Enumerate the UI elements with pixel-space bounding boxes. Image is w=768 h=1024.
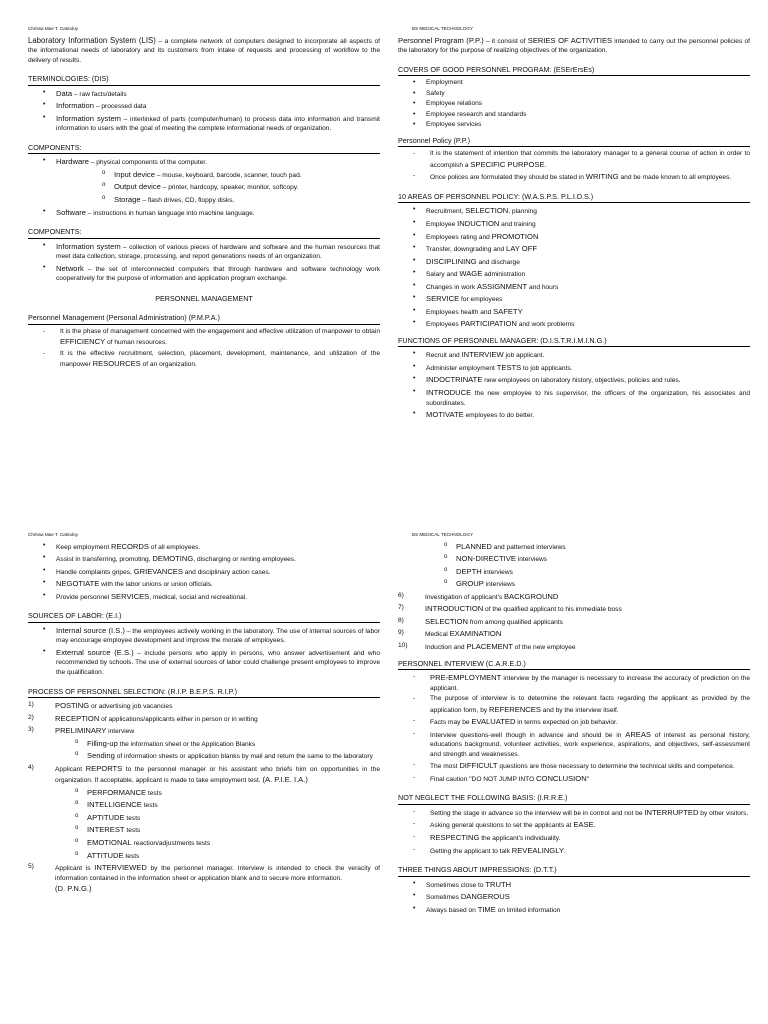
personnel-interview-heading: PERSONNEL INTERVIEW (C.A.R.E.D.)	[398, 659, 750, 670]
list-item: • SERVICE for employees	[398, 293, 750, 305]
list-item: 7) INTRODUCTION of the qualified applicant to his immediate boss	[398, 604, 622, 614]
page-top-left	[28, 26, 380, 371]
list-item: • Transfer, downgrading and LAY OFF	[398, 243, 750, 255]
list-item: • Employees rating and PROMOTION	[398, 231, 750, 243]
list-item: o ATTITUDE tests	[55, 850, 380, 862]
list-item: o Storage – flash drives, CD, floppy disks.	[56, 194, 380, 206]
areas-heading: 10 AREAS OF PERSONNEL POLICY: (W.A.S.P.S. P.L.I.D.S.)	[398, 192, 750, 203]
covers-list	[398, 78, 750, 130]
list-item: • Software – instructions in human language into machine language.	[28, 207, 380, 219]
list-item: - It is the phase of management concerned with the engagement and effective utilization of manpower to obtain EFFICIENCY of human resources.	[28, 327, 380, 348]
list-item: • Employment	[398, 78, 750, 88]
list-item: • Handle complaints gripes, GRIEVANCES and disciplinary action cases.	[28, 566, 380, 578]
functions-continued-list	[28, 541, 380, 603]
list-item: o EMOTIONAL reaction/adjustments tests	[55, 837, 380, 849]
sources-list	[28, 625, 380, 678]
list-item: • Information – processed data	[28, 100, 380, 112]
preliminary-sublist	[55, 738, 380, 762]
course-name: BS MEDICAL TECHNOLOGY	[412, 532, 474, 537]
list-item: o Input device – mouse, keyboard, barcode, scanner, touch pad.	[56, 169, 380, 181]
page-top-right	[398, 26, 750, 422]
list-item: • Recruit and INTERVIEW job applicant.	[398, 349, 750, 361]
list-item: - Setting the stage in advance so the interview will be in control and not be INTERRUPTED by other visitors.	[398, 807, 750, 819]
policy-list	[398, 149, 750, 183]
list-item: • Salary and WAGE administration	[398, 268, 750, 280]
list-item: o INTELLIGENCE tests	[55, 799, 380, 811]
selection-steps-continued	[398, 591, 750, 653]
list-item: • External source (E.S.) – include persons who apply in persons, who answer advertisement and who recommended by schools. The use of external sources of labor could challenge present employees to improve the qualification.	[28, 647, 380, 678]
terminologies-list	[28, 88, 380, 134]
list-item: • Employee relations	[398, 99, 750, 109]
policy-heading: Personnel Policy (P.P.)	[398, 136, 750, 147]
components2-heading: COMPONENTS:	[28, 227, 380, 238]
list-item: • Always based on TIME on limited information	[398, 904, 750, 916]
list-item: • Provide personnel SERVICES, medical, social and recreational.	[28, 591, 380, 603]
selection-heading: PROCESS OF PERSONNEL SELECTION: (R.I.P. B.E.P.S. R.I.P.)	[28, 687, 380, 698]
irre-list	[398, 807, 750, 856]
irre-heading: NOT NEGLECT THE FOLLOWING BASIS: (I.R.R.E.)	[398, 793, 750, 804]
interview-types-list	[398, 541, 750, 590]
list-item: • Employee services	[398, 120, 750, 130]
list-item: - It is the effective recruitment, selection, placement, development, maintenance, and utilization of the manpower RESOURCES of an organization.	[28, 349, 380, 370]
list-item: - RESPECTING the applicant's individuality.	[398, 832, 750, 844]
list-item: o Output device – printer, hardcopy, speaker, monitor, softcopy.	[56, 181, 380, 193]
list-item: 3) PRELIMINARY interview o Filling-up the information sheet or the Application Blanks o Sending of information sheets or application blanks by mail and return the same to the laboratory	[28, 725, 380, 762]
author-name: Chrissa Mae T. Catindoy	[28, 532, 78, 537]
list-item: 5) Applicant is INTERVIEWED by the personnel manager. Interview is intended to check the veracity of information contained in the information sheet or application blank and to secure more information. (D. P.N.G.)	[28, 863, 380, 894]
list-item: • Sometimes close to TRUTH	[398, 879, 750, 891]
list-item: • Administer employment TESTS to job applicants.	[398, 362, 750, 374]
list-item: • Recruitment, SELECTION, planning	[398, 205, 750, 217]
list-item: • Information system – collection of various pieces of hardware and software and the human resources that meet data collection, storage, processing, and report generations needs of an organization.	[28, 241, 380, 262]
list-item: - Once polices are formulated they should be stated in WRITING and be made known to all employees.	[398, 171, 750, 183]
tests-sublist	[55, 787, 380, 861]
list-item: o PERFORMANCE tests	[55, 787, 380, 799]
list-item: • Internal source (I.S.) – the employees actively working in the laboratory. The use of internal sources of labor may encourage employee development and improve the morale of employees.	[28, 625, 380, 646]
list-item: • MOTIVATE employees to do better.	[398, 409, 750, 421]
list-item: - Final caution "DO NOT JUMP INTO CONCLUSION"	[398, 773, 750, 785]
components-list	[28, 156, 380, 218]
list-item: 1) POSTING or advertising job vacancies	[28, 701, 173, 710]
list-item: • Keep employment RECORDS of all employees.	[28, 541, 380, 553]
list-item: o Sending of information sheets or application blanks by mail and return the same to the laboratory	[55, 750, 380, 762]
list-item: • Data – raw facts/details	[28, 88, 380, 100]
course-name: BS MEDICAL TECHNOLOGY	[412, 26, 474, 31]
pmpa-list	[28, 327, 380, 370]
list-item: • Employee INDUCTION and training	[398, 218, 750, 230]
list-item: • Information system – interlinked of parts (computer/human) to process data into information and transmit information to users with the goal of meeting the complete informational needs of organization.	[28, 113, 380, 134]
list-item: o APTITUDE tests	[55, 812, 380, 824]
list-item: • Assist in transferring, promoting, DEMOTING, discharging or renting employees.	[28, 553, 380, 565]
list-item: - Facts may be EVALUATED in terms expected on job behavior.	[398, 716, 750, 728]
list-item: 10) Induction and PLACEMENT of the new employee	[398, 642, 576, 652]
sources-heading: SOURCES OF LABOR: (E.I.)	[28, 611, 380, 622]
list-item: o INTEREST tests	[55, 824, 380, 836]
list-item: 9) Medical EXAMINATION	[398, 629, 502, 639]
list-item: • Sometimes DANGEROUS	[398, 891, 750, 903]
author-name: Chrissa Mae T. Catindoy	[28, 26, 78, 31]
functions-heading: FUNCTIONS OF PERSONNEL MANAGER: (D.I.S.T.R.I.M.I.N.G.)	[398, 336, 750, 347]
list-item: o GROUP interviews	[398, 578, 750, 590]
list-item: • Changes in work ASSIGNMENT and hours	[398, 281, 750, 293]
list-item: • DISCIPLINING and discharge	[398, 256, 750, 268]
dtt-heading: THREE THINGS ABOUT IMPRESSIONS: (D.T.T.)	[398, 865, 750, 876]
lis-definition: Laboratory Information System (LIS) – a complete network of computers designed to incorporate all aspects of the informational needs of laboratory and its customers from intake of requests and processing of workflow to the delivery of results.	[28, 35, 381, 64]
components2-list	[28, 241, 380, 284]
list-item: - PRE-EMPLOYMENT interview by the manager is necessary to increase the accuracy of prediction on the applicant.	[398, 672, 750, 693]
list-item: • INDOCTRINATE new employees on laboratory history, objectives, policies and rules.	[398, 374, 750, 386]
dtt-list	[398, 879, 750, 916]
list-item: • Hardware – physical components of the computer. o Input device – mouse, keyboard, barcode, scanner, touch pad. o Output device – printer, hardcopy, speaker, monitor, softcopy. o Storage – flash drives, CD, floppy disks.	[28, 156, 380, 205]
list-item: • Employee research and standards	[398, 110, 750, 120]
list-item: - It is the statement of intention that commits the laboratory manager to a general course of action in order to accomplish a SPECIFIC PURPOSE.	[398, 149, 750, 170]
list-item: • INTRODUCE the new employee to his supervisor, the officers of the organization, his associates and subordinates.	[398, 387, 750, 408]
components-heading: COMPONENTS:	[28, 143, 380, 154]
list-item: 4) Applicant REPORTS to the personnel manager or his assistant who briefs him on opportunities in the organization. If acceptable, applicant is made to take employment test. (A. P.I.E. I.A.) o PERFORMANCE tests o INTELLIGENCE tests o APTITUDE tests o INTEREST tests o EMOTIONAL reaction/adjustments tests o ATTITUDE tests	[28, 763, 380, 861]
list-item: o PLANNED and patterned interviews	[398, 541, 750, 553]
list-item: 6) Investigation of applicant's BACKGROUND	[398, 591, 559, 601]
page-bottom-left	[28, 532, 380, 896]
pmpa-heading: Personnel Management (Personal Administration) (P.M.P.A.)	[28, 313, 380, 324]
list-item: • Employees PARTICIPATION and work problems	[398, 318, 750, 330]
list-item: - The most DIFFICULT questions are those necessary to determine the technical skills and competence.	[398, 760, 750, 772]
list-item: o DEPTH interviews	[398, 566, 750, 578]
list-item: 2) RECEPTION of applications/applicants either in person or in writing	[28, 713, 258, 723]
personnel-program-definition: Personnel Program (P.P.) – it consist of SERIES OF ACTIVITIES intended to carry out the personnel policies of the laboratory for the purpose of realizing objectives of the organization.	[398, 35, 750, 55]
selection-steps	[28, 700, 380, 895]
list-item: - Getting the applicant to talk REVEALINGLY.	[398, 845, 750, 857]
page-bottom-right	[398, 532, 750, 916]
personnel-management-title: PERSONNEL MANAGEMENT	[155, 293, 253, 303]
functions-list	[398, 349, 750, 420]
areas-list	[398, 205, 750, 329]
covers-heading: COVERS OF GOOD PERSONNEL PROGRAM: (ESErErsEs)	[398, 65, 750, 76]
list-item: - The purpose of interview is to determine the relevant facts regarding the applicant as provided by the application form, by REFERENCES and by the interview itself.	[398, 694, 750, 715]
hardware-sublist	[56, 169, 380, 206]
list-item: 8) SELECTION from among qualified applicants	[398, 616, 563, 626]
list-item: o Filling-up the information sheet or the Application Blanks	[55, 738, 380, 750]
terminologies-heading: TERMINOLOGIES: (DIS)	[28, 74, 380, 85]
list-item: • Safety	[398, 89, 750, 99]
list-item: o NON-DIRECTIVE interviews	[398, 553, 750, 565]
list-item: • NEGOTIATE with the labor unions or union officials.	[28, 578, 380, 590]
list-item: - Interview questions-well though in advance and should be in AREAS of interest as personal history, educations background, volunteer activities, work experience, aspirations, and objectives, self-assessment and strength and weaknesses.	[398, 729, 750, 760]
personnel-interview-list	[398, 672, 750, 784]
list-item: - Asking general questions to set the applicants at EASE.	[398, 819, 750, 831]
list-item: • Network – the set of interconnected computers that through hardware and software technology work cooperatively for the purpose of information and application program exchange.	[28, 263, 380, 284]
list-item: • Employees health and SAFETY	[398, 306, 750, 318]
